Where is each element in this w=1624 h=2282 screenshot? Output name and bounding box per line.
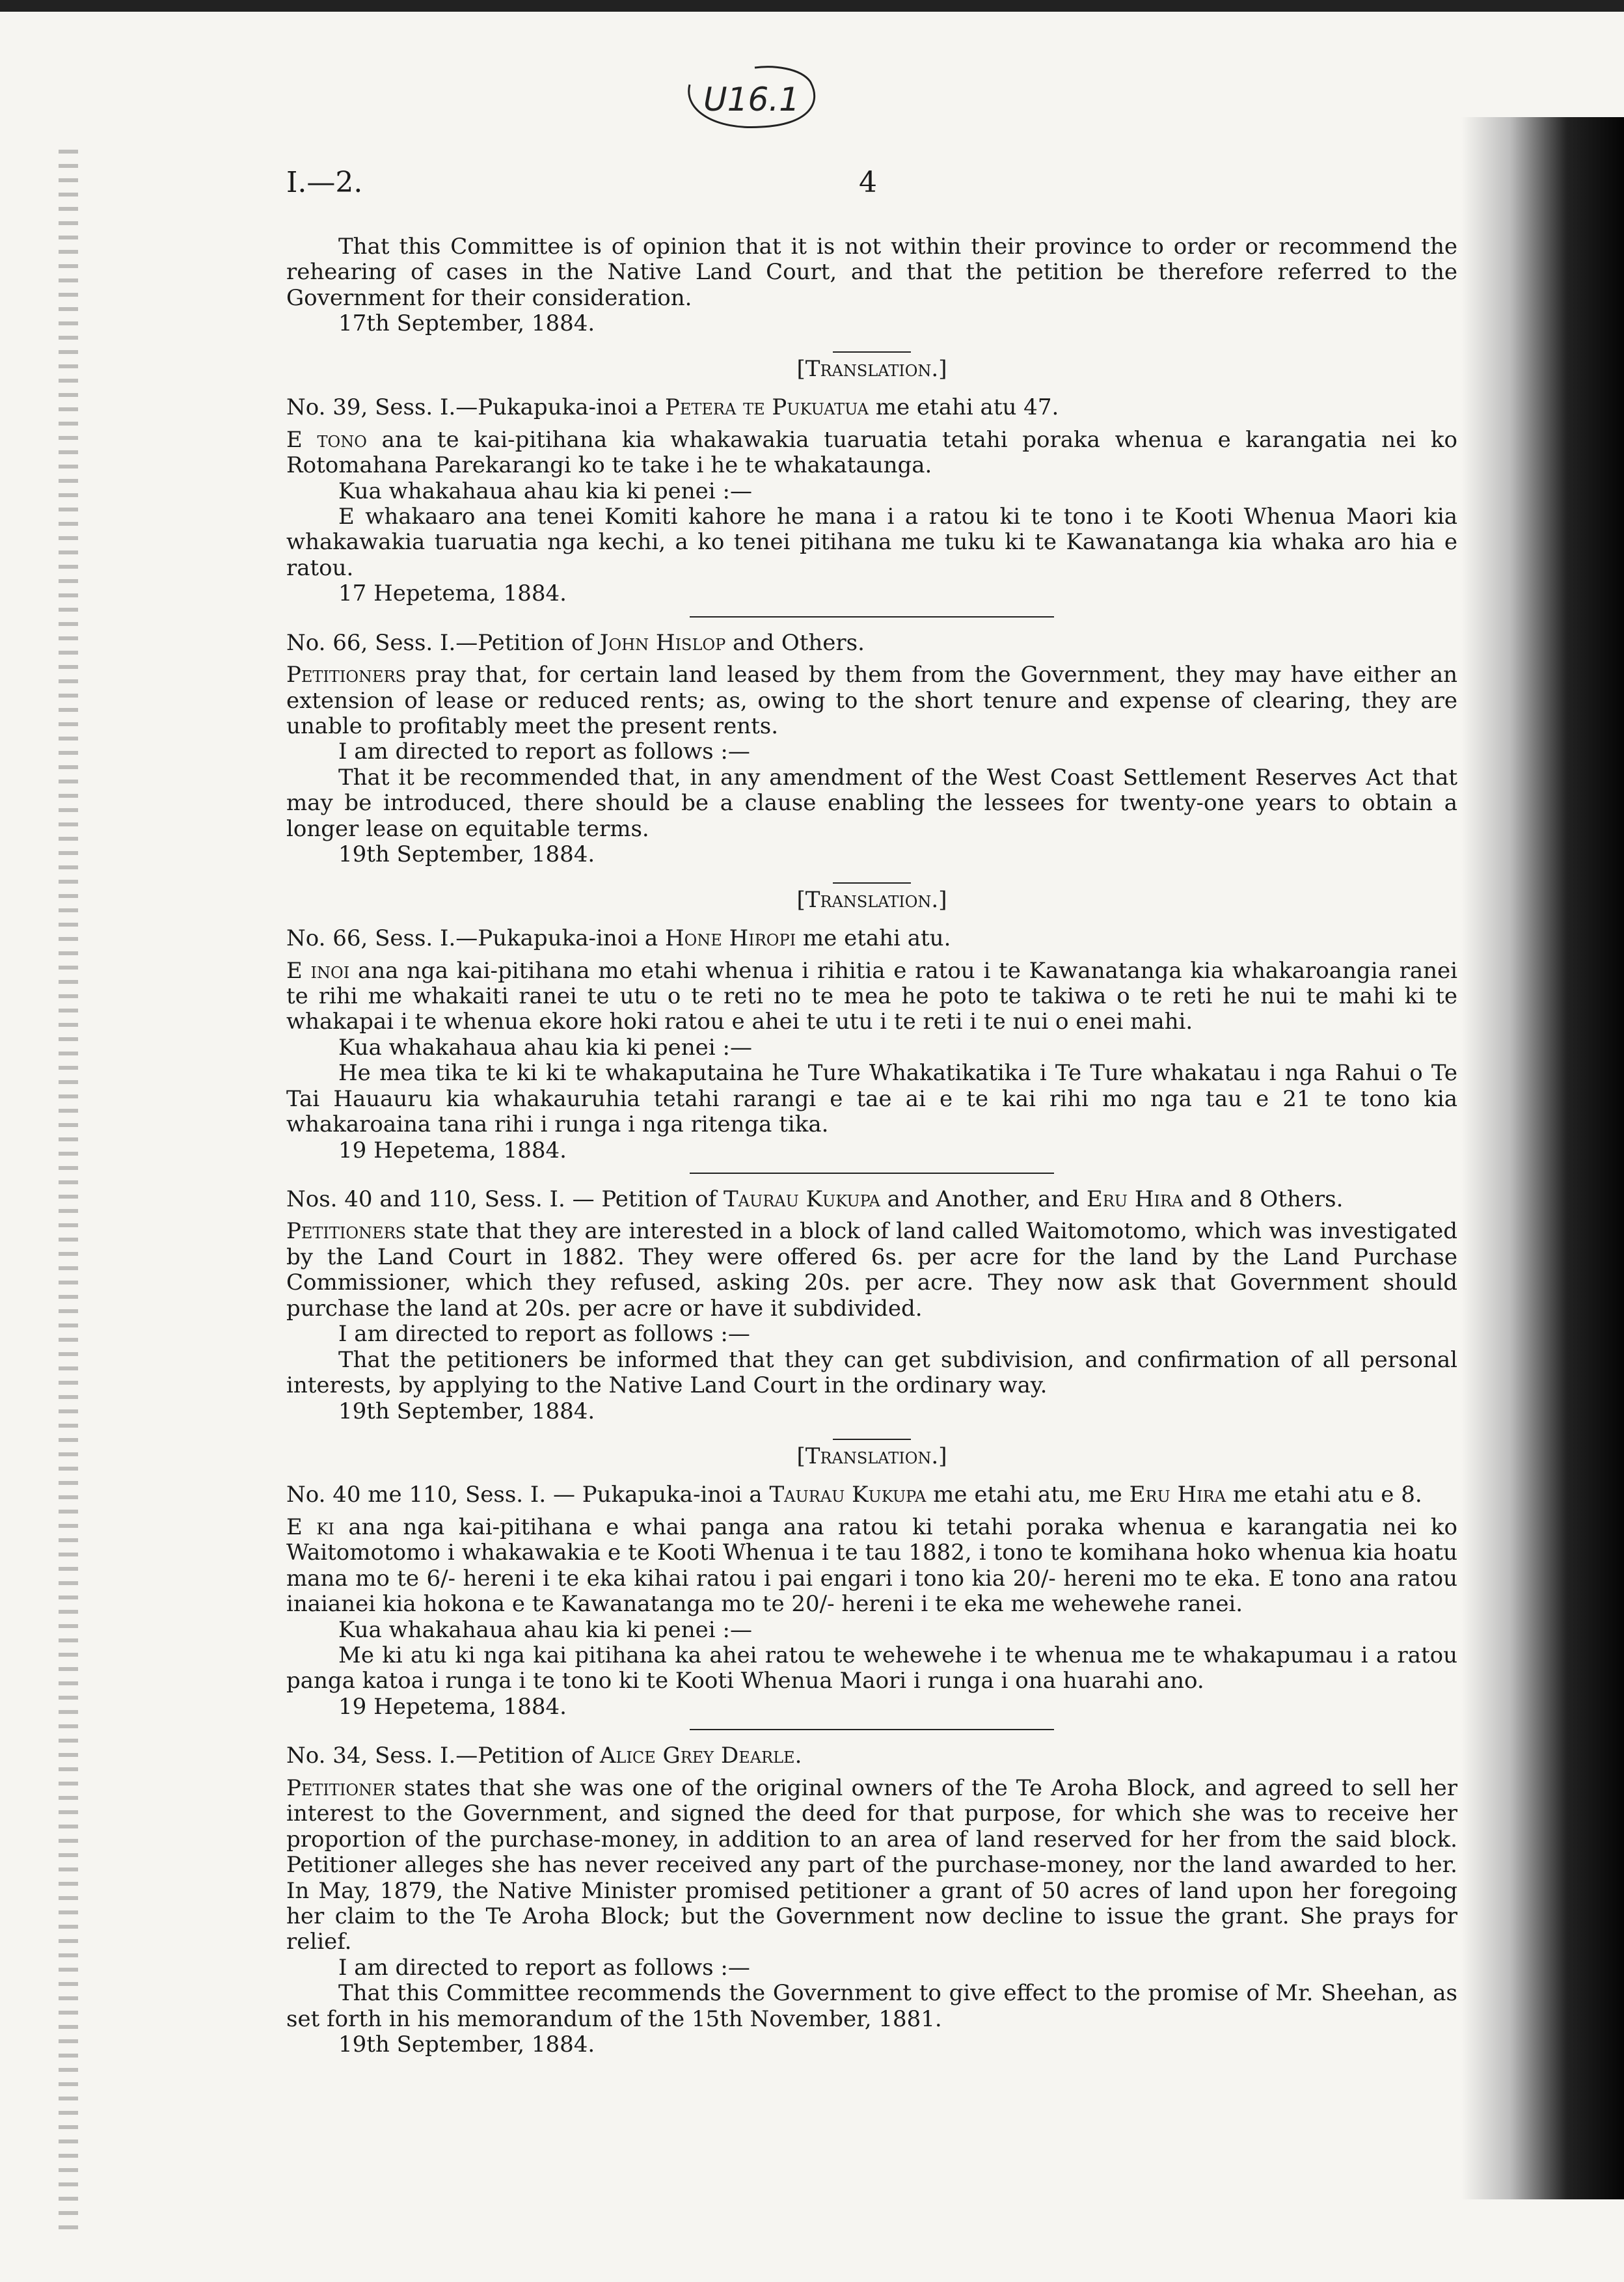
report-text: He mea tika te ki ki te whakaputaina he Ture Whakatikatika i Te Ture whakatau i nga Rahui o Te Tai Hauauru kia whakauruhia tetahi rarangi e tae ai e te kai rihi mo nga tau e 21 te tono kia whakaroaina tana rihi i runga i nga ritenga tika. <box>286 1060 1457 1138</box>
report-text: That the petitioners be informed that they can get subdivision, and confirmation of all personal interests, by applying to the Native Land Court in the ordinary way. <box>286 1346 1457 1399</box>
body-text: states that she was one of the original owners of the Te Aroha Block, and agreed to sell her interest to the Government, and signed the deed for that purpose, for which she was to receive her proportion of the purchase-money, in addition to an area of land reserved for her from the said block. Petitioner alleges she has never received any part of the purchase-money, nor the land awarded to her. In May, 1879, the Native Minister promised petitioner a grant of 50 acres of land upon her foregoing her claim to the Te Aroha Block; but the Government now decline to issue the grant. She prays for relief. <box>286 1774 1457 1955</box>
document-body <box>286 234 1457 2061</box>
handwritten-note-text: U16.1 <box>703 80 800 118</box>
body-text: ana nga kai-pitihana mo etahi whenua i rihitia e ratou i te Kawanatanga kia whakaroangia ranei te rihi me whakaiti ranei te utu o te reti no te mea he poto te takiwa o te reti he nui te mahi ki te whakapai i te whenua ekore hoki ratou e ahei te utu i te reti i te nui o enei mahi. <box>286 957 1457 1035</box>
body-text: ana te kai-pitihana kia whakawakia tuaruatia tetahi poraka whenua e karangatia nei ko Rotomahana Parekarangi ko te take i he te whakataunga. <box>286 426 1457 479</box>
heading-text: No. 34, Sess. I.—Petition of <box>286 1743 600 1769</box>
petitioner-name: Eru Hira <box>1129 1482 1226 1508</box>
handwritten-circle-icon <box>677 65 826 133</box>
heading-text: No. 66, Sess. I.—Pukapuka-inoi a <box>286 925 665 952</box>
section-petition-66-translation <box>286 888 1457 1163</box>
petitioner-name: Petera te Pukuatua <box>664 394 869 421</box>
petition-body <box>286 1515 1457 1618</box>
petitioner-name: John Hislop <box>599 629 726 656</box>
handwritten-annotation <box>677 65 826 133</box>
heading-text: me etahi atu. <box>796 925 951 952</box>
heading-text: . <box>794 1743 802 1769</box>
translation-label: [Translation.] <box>796 355 947 382</box>
petition-heading <box>286 395 1457 420</box>
petition-heading <box>286 1187 1457 1212</box>
page-number: 4 <box>859 166 877 199</box>
date-line: 19th September, 1884. <box>338 1398 595 1424</box>
report-text: E whakaaro ana tenei Komiti kahore he mana i a ratou ki te tono i te Kooti Whenua Maori kia whakawakia tuaruatia nga kechi, a ko tenei pitihana me tuku ki te Kawanatanga kia whaka aro hia e ratou. <box>286 503 1457 581</box>
date-line: 17th September, 1884. <box>338 310 595 337</box>
heading-text: me etahi atu e 8. <box>1226 1482 1422 1508</box>
section-petition-40-110-translation <box>286 1444 1457 1720</box>
lead-word: E inoi <box>286 957 350 984</box>
petition-heading <box>286 926 1457 951</box>
section-petition-34 <box>286 1743 1457 2058</box>
scan-right-edge-shadow <box>1461 117 1624 2199</box>
lead-word: E tono <box>286 426 367 453</box>
lead-word: Petitioners <box>286 1218 407 1245</box>
directive-line: Kua whakahaua ahau kia ki penei :— <box>338 1034 752 1061</box>
section-petition-39-translation <box>286 357 1457 607</box>
section-divider <box>690 1173 1054 1174</box>
report-text: That it be recommended that, in any amendment of the West Coast Settlement Reserves Act that may be introduced, there should be a clause enabling the lessees for twenty-one years to obtain a longer lease on equitable terms. <box>286 764 1457 842</box>
petition-heading <box>286 631 1457 656</box>
heading-text: No. 39, Sess. I.—Pukapuka-inoi a <box>286 394 665 421</box>
petition-body <box>286 958 1457 1035</box>
lead-word: E ki <box>286 1514 334 1540</box>
petition-body <box>286 428 1457 479</box>
date-line: 19 Hepetema, 1884. <box>338 1137 567 1163</box>
heading-text: No. 66, Sess. I.—Petition of <box>286 629 600 656</box>
section-petition-66 <box>286 631 1457 868</box>
section-divider <box>833 351 911 353</box>
petitioner-name: Taurau Kukupa <box>769 1482 927 1508</box>
body-text: ana nga kai-pitihana e whai panga ana ratou ki tetahi poraka whenua e karangatia nei ko Waitomotomo i whakawakia e te Kooti Whenua i te tau 1882, i tono te komihana hoko whenua kia hoatu mana mo te 6/- hereni i te eka kihai ratou i pai engari i tono kia 20/- hereni mo te eka. E tono ana ratou inaianei kia hokona e te Kawanatanga mo te 20/- hereni i te eka me wehewehe ranei. <box>286 1514 1457 1618</box>
petitioner-name: Eru Hira <box>1086 1186 1184 1212</box>
directive-line: Kua whakahaua ahau kia ki penei :— <box>338 1616 752 1643</box>
lead-word: Petitioner <box>286 1774 396 1801</box>
section-divider <box>690 1729 1054 1730</box>
petitioner-name: Hone Hiropi <box>664 925 796 952</box>
section-petition-40-110 <box>286 1187 1457 1424</box>
heading-text: me etahi atu, me <box>926 1482 1130 1508</box>
petition-heading <box>286 1482 1457 1508</box>
lead-word: Petitioners <box>286 662 407 688</box>
translation-label: [Translation.] <box>796 886 947 913</box>
petition-body <box>286 662 1457 739</box>
directive-line: I am directed to report as follows :— <box>338 739 750 765</box>
scan-top-border <box>0 0 1624 12</box>
paragraph: That this Committee is of opinion that it is not within their province to order or recommend the rehearing of cases in the Native Land Court, and that the petition be therefore referred to the Government for their consideration. <box>286 234 1457 311</box>
directive-line: Kua whakahaua ahau kia ki penei :— <box>338 478 752 504</box>
section-divider <box>690 616 1054 618</box>
heading-text: and 8 Others. <box>1183 1186 1344 1212</box>
body-text: state that they are interested in a block of land called Waitomotomo, which was investigated by the Land Court in 1882. They were offered 6s. per acre for the land by the Land Purchase Commissioner, which they refused, asking 20s. per acre. They now ask that Government should purchase the land at 20s. per acre or have it subdivided. <box>286 1218 1457 1322</box>
section-committee-opinion <box>286 234 1457 337</box>
paper-reference: I.—2. <box>286 166 363 199</box>
directive-line: I am directed to report as follows :— <box>338 1321 750 1348</box>
petition-heading <box>286 1743 1457 1769</box>
heading-text: No. 40 me 110, Sess. I. — Pukapuka-inoi a <box>286 1482 770 1508</box>
date-line: 19 Hepetema, 1884. <box>338 1693 567 1720</box>
report-text: That this Committee recommends the Government to give effect to the promise of Mr. Sheehan, as set forth in his memorandum of the 15th November, 1881. <box>286 1980 1457 2032</box>
date-line: 19th September, 1884. <box>338 841 595 868</box>
heading-text: me etahi atu 47. <box>868 394 1059 421</box>
petition-body <box>286 1776 1457 1955</box>
scan-left-margin-marks <box>59 150 78 2232</box>
heading-text: and Others. <box>725 629 865 656</box>
date-line: 19th September, 1884. <box>338 2031 595 2058</box>
translation-label: [Translation.] <box>796 1443 947 1469</box>
section-divider <box>833 1439 911 1440</box>
heading-text: and Another, and <box>880 1186 1087 1212</box>
petitioner-name: Alice Grey Dearle <box>599 1743 795 1769</box>
petitioner-name: Taurau Kukupa <box>723 1186 880 1212</box>
body-text: pray that, for certain land leased by them from the Government, they may have either an extension of lease or reduced rents; as, owing to the short tenure and expense of clearing, they are unable to profitably meet the present rents. <box>286 662 1457 739</box>
section-divider <box>833 882 911 884</box>
heading-text: Nos. 40 and 110, Sess. I. — Petition of <box>286 1186 724 1212</box>
petition-body <box>286 1219 1457 1322</box>
report-text: Me ki atu ki nga kai pitihana ka ahei ratou te wehewehe i te whenua me te whakapumau i a ratou panga katoa i runga i te tono ki te Kooti Whenua Maori i runga i ona huarahi ano. <box>286 1642 1457 1694</box>
directive-line: I am directed to report as follows :— <box>338 1954 750 1981</box>
date-line: 17 Hepetema, 1884. <box>338 580 567 607</box>
